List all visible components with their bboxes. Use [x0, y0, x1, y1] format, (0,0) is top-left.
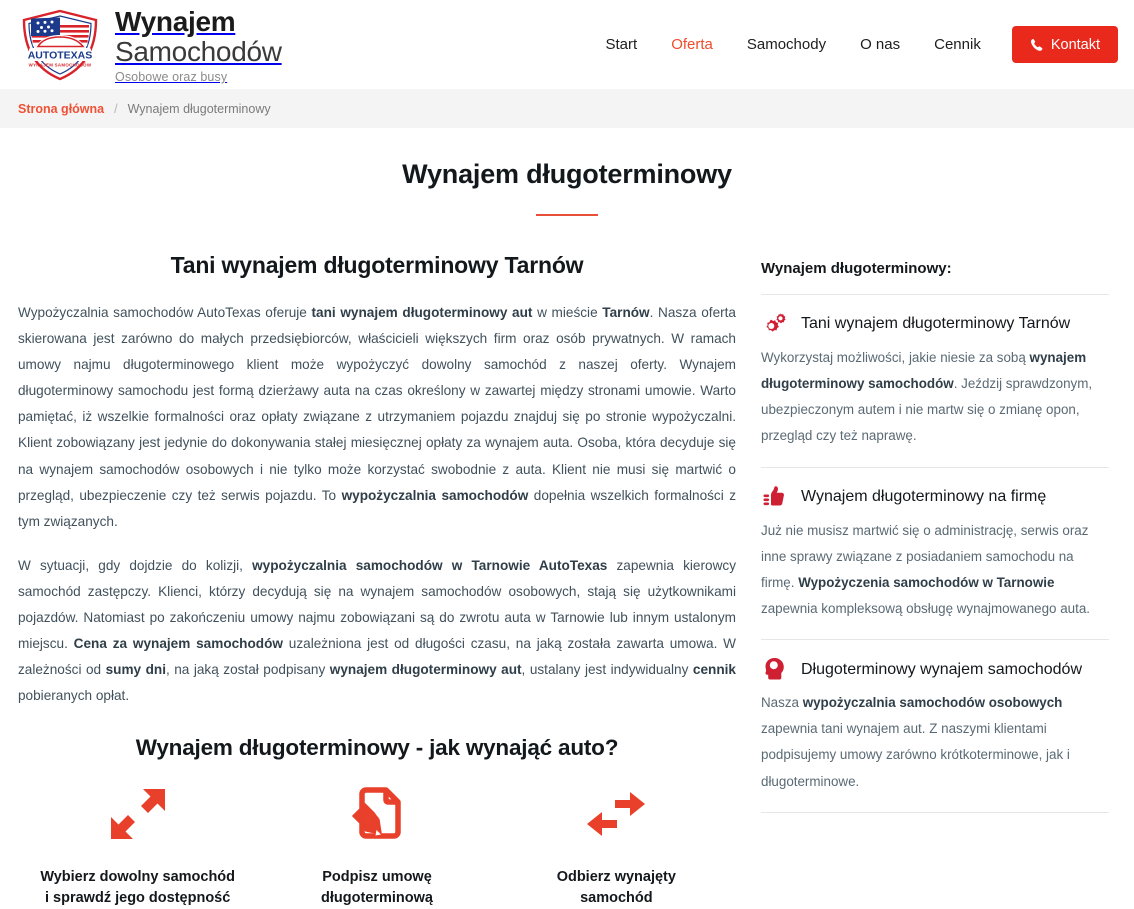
site-header [0, 0, 1134, 89]
text-run: dopełnia wszelkich formalności z tym związanych. [18, 487, 736, 529]
converging-arrows-icon [18, 783, 257, 845]
emphasis-run: wypożyczalnia samochodów osobowych [802, 695, 1063, 711]
step-label-line-2: długoterminową [321, 890, 433, 907]
page-title: Wynajem długoterminowy [402, 159, 732, 189]
steps-list [18, 783, 736, 909]
exchange-arrows-icon [497, 783, 736, 845]
article-paragraph-2 [18, 553, 736, 710]
step-label-3 [497, 867, 736, 909]
text-run: , ustalany jest indywidualny [521, 662, 693, 678]
nav-item-cennik[interactable]: Cennik [934, 36, 981, 53]
emphasis-run: wynajem długoterminowy samochodów [761, 350, 1087, 392]
gears-icon [761, 310, 787, 338]
text-run: . Jeździj sprawdzonym, ubezpieczonym autem i nie martw się o zmianę opon, przegląd czy też naprawę. [761, 376, 1093, 444]
emphasis-run: cennik [692, 662, 736, 678]
text-run: Wykorzystaj możliwości, jakie niesie za sobą [761, 350, 1030, 365]
sidebar [751, 252, 1119, 909]
sidebar-item-text [761, 345, 1109, 450]
emphasis-run: Tarnów [602, 305, 650, 320]
main-navigation [589, 26, 1119, 63]
emphasis-run: wypożyczalnia samochodów w Tarnowie AutoTexas [252, 557, 608, 573]
text-run: W sytuacji, gdy dojdzie do kolizji, [18, 557, 253, 573]
text-run: Już nie musisz martwić się o administrację, serwis oraz inne sprawy związane z posiadaniem samochodu na firmę. [761, 522, 1089, 590]
phone-icon [1030, 38, 1044, 52]
emphasis-run: wynajem długoterminowy aut [329, 662, 522, 678]
nav-item-samochody[interactable]: Samochody [746, 36, 827, 53]
brand-line-1: Wynajem [115, 6, 236, 38]
brand-tagline: Osobowe oraz busy [115, 70, 228, 85]
head-idea-icon [761, 655, 787, 683]
text-run: pobieranych opłat. [18, 688, 130, 704]
title-underline-rule [536, 214, 598, 216]
nav-item-start[interactable]: Start [605, 36, 638, 53]
sidebar-item-header [761, 483, 1109, 511]
sidebar-item-heading: Wynajem długoterminowy na firmę [801, 487, 1047, 505]
breadcrumb-home-link[interactable]: Strona główna [18, 101, 105, 116]
step-item-3 [497, 783, 736, 909]
autotexas-logo-icon [18, 9, 102, 81]
breadcrumb-current: Wynajem długoterminowy [127, 101, 271, 116]
sidebar-item-tani-wynajem[interactable] [751, 310, 1119, 450]
sidebar-item-dlugoterminowy[interactable] [751, 655, 1119, 795]
text-run: uzależniona jest od długości czasu, na jaką została zawarta umowa. W zależności od [18, 636, 736, 678]
emphasis-run: Cena za wynajem samochodów [73, 636, 283, 652]
text-run: zapewnia kierowcy samochód zastępczy. Klienci, którzy decydują się na wynajem samochodów osobowych, stają się użytkownikami pojazdów. Natomiast po zakończeniu umowy najmu zobowiązani są do zwrotu auta w Tarnowie lub innym ustalonym miejscu. [18, 557, 736, 652]
step-label-line-1: Odbierz wynajęty [556, 869, 676, 886]
logo-badge-main-text: AUTOTEXAS [27, 49, 93, 62]
sidebar-item-header [761, 310, 1109, 338]
sidebar-divider [761, 294, 1109, 295]
article-heading: Tani wynajem długoterminowy Tarnów [170, 252, 584, 278]
steps-heading: Wynajem długoterminowy - jak wynająć auto? [135, 735, 619, 761]
sidebar-title: Wynajem długoterminowy: [761, 260, 952, 277]
document-pen-icon [257, 783, 496, 845]
step-label-line-1: Podpisz umowę [322, 869, 432, 886]
brand-logo-link[interactable] [18, 5, 282, 84]
emphasis-run: sumy dni [105, 662, 166, 678]
sidebar-item-heading: Tani wynajem długoterminowy Tarnów [801, 315, 1071, 333]
page-title-section [0, 128, 1134, 216]
sidebar-divider [761, 812, 1109, 813]
breadcrumb [0, 89, 1134, 128]
contact-button[interactable] [1012, 26, 1118, 63]
text-run: . Nasza oferta skierowana jest zarówno do małych przedsiębiorców, właścicieli większych firm oraz osób prywatnych. W ramach umowy najmu długoterminowego klient może wypożyczyć dowolny samochód z naszej oferty. Wynajem długoterminowy samochodu jest formą dzierżawy auta na czas określony w zawartej między stronami umowie. Warto pamiętać, iż wszelkie formalności oraz opłaty związane z utrzymaniem pojazdu znajduj się po stronie wypożyczalni. Klient zobowiązany jest jedynie do dokonywania stałej miesięcznej opłaty za wynajem auta. Osoba, która decyduje się na wynajem samochodów osobowych i nie tylko może korzystać swobodnie z auta. Klient nie musi się martwić o przegląd, ubezpieczenie czy też serwis pojazdu. To [18, 305, 736, 503]
step-label-line-2: samochód [580, 890, 653, 907]
brand-wordmark [115, 5, 282, 84]
emphasis-run: Wypożyczenia samochodów w Tarnowie [798, 574, 1055, 590]
article-column [18, 252, 751, 909]
step-label-1 [18, 867, 257, 909]
text-run: zapewnia tani wynajem aut. Z naszymi klientami podpisujemy umowy zarówno krótkoterminowe, jak i długoterminowe. [761, 721, 1070, 789]
step-label-2 [257, 867, 496, 909]
brand-line-2: Samochodów [115, 36, 282, 68]
sidebar-item-heading: Długoterminowy wynajem samochodów [801, 660, 1083, 678]
text-run: , na jaką został podpisany [165, 662, 330, 678]
content-area [0, 252, 1134, 909]
article-paragraph-1 [18, 300, 736, 535]
logo-badge-sub-text: WYNAJEM SAMOCHODÓW [28, 62, 92, 67]
step-item-2 [257, 783, 496, 909]
nav-item-o-nas[interactable]: O nas [860, 36, 901, 53]
sidebar-divider [761, 467, 1109, 468]
emphasis-run: tani wynajem długoterminowy aut [311, 305, 533, 320]
sidebar-item-header [761, 655, 1109, 683]
text-run: Nasza [761, 695, 803, 711]
nav-item-oferta[interactable]: Oferta [671, 36, 713, 53]
text-run: Wypożyczalnia samochodów AutoTexas oferuje [18, 305, 312, 320]
step-label-line-1: Wybierz dowolny samochód [40, 869, 236, 886]
sidebar-item-text [761, 518, 1109, 623]
emphasis-run: wypożyczalnia samochodów [341, 487, 529, 503]
step-item-1 [18, 783, 257, 909]
sidebar-divider [761, 639, 1109, 640]
text-run: zapewnia kompleksową obsługę wynajmowanego auta. [761, 600, 1091, 616]
sidebar-item-text [761, 690, 1109, 795]
text-run: w mieście [532, 305, 603, 320]
sidebar-item-na-firme[interactable] [751, 483, 1119, 623]
step-label-line-2: i sprawdź jego dostępność [45, 890, 231, 907]
thumbs-up-icon [761, 483, 787, 511]
breadcrumb-separator: / [114, 101, 118, 116]
contact-button-label: Kontakt [1050, 36, 1100, 53]
